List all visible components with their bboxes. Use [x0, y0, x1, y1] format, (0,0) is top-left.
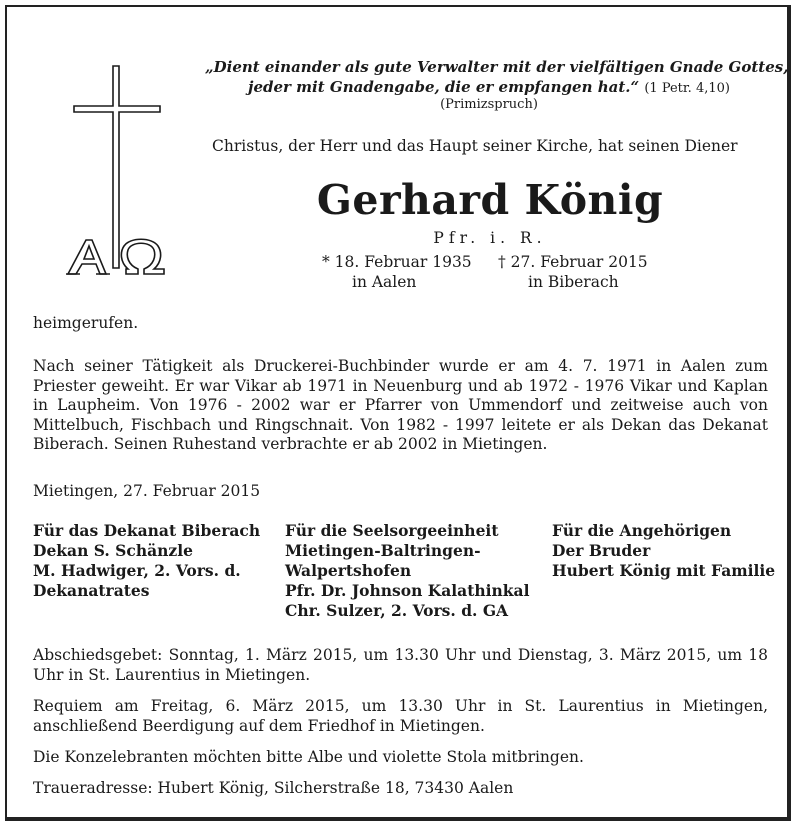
- birth-place: in Aalen: [352, 273, 417, 291]
- signatory-line: Dekanatrates: [33, 581, 150, 600]
- called-home: heimgerufen.: [33, 314, 139, 332]
- signatory-column-family: [552, 521, 775, 581]
- deceased-name: Gerhard König: [316, 176, 664, 224]
- signatory-line: Für die Seelsorgeeinheit: [285, 521, 499, 540]
- quote-line-2-wrapper: [205, 78, 773, 96]
- deceased-title: Pfr. i. R.: [433, 229, 547, 247]
- signatory-line: Pfr. Dr. Johnson Kalathinkal: [285, 581, 530, 600]
- biography: Nach seiner Tätigkeit als Druckerei-Buchbinder wurde er am 4. 7. 1971 in Aalen zum Priester geweiht. Er war Vikar ab 1971 in Neuenburg und ab 1972 - 1976 Vikar und Kaplan in Laupheim. Von 1976 - 2002 war er Pfarrer von Ummendorf und zeitweise auch von Mittelbuch, Fischbach und Ringschnait. Von 1982 - 1997 leitete er als Dekan das Dekanat Biberach. Seinen Ruhestand verbrachte er ab 2002 in Mietingen.: [33, 357, 768, 453]
- signatory-line: Dekan S. Schänzle: [33, 541, 193, 560]
- alpha-omega-icon: [66, 236, 172, 280]
- signatory-line: Mietingen-Baltringen-: [285, 541, 481, 560]
- mourning-address: Traueradresse: Hubert König, Silcherstraße 18, 73430 Aalen: [33, 779, 514, 797]
- signatory-line: M. Hadwiger, 2. Vors. d.: [33, 561, 241, 580]
- signatory-column-seelsorgeeinheit: [285, 521, 529, 621]
- signatory-line: Der Bruder: [552, 541, 651, 560]
- intro-line: Christus, der Herr und das Haupt seiner Kirche, hat seinen Diener: [212, 137, 738, 155]
- quote-subtitle: (Primizspruch): [440, 97, 538, 112]
- quote-line-1: „Dient einander als gute Verwalter mit der vielfältigen Gnade Gottes,: [205, 58, 789, 76]
- quote-line-2: jeder mit Gnadengabe, die er empfangen hat.“: [248, 78, 640, 96]
- concelebrants-note: Die Konzelebranten möchten bitte Albe und violette Stola mitbringen.: [33, 748, 584, 766]
- signatory-line: Hubert König mit Familie: [552, 561, 776, 580]
- place-date: Mietingen, 27. Februar 2015: [33, 482, 261, 500]
- death-date: † 27. Februar 2015: [498, 253, 648, 271]
- signatory-column-dekanat: [33, 521, 260, 601]
- birth-date: * 18. Februar 1935: [322, 253, 472, 271]
- requiem-info: Requiem am Freitag, 6. März 2015, um 13.30 Uhr in St. Laurentius in Mietingen, anschließend Beerdigung auf dem Friedhof in Mietingen.: [33, 697, 768, 735]
- farewell-prayer: Abschiedsgebet: Sonntag, 1. März 2015, um 13.30 Uhr und Dienstag, 3. März 2015, um 18 Uhr in St. Laurentius in Mietingen.: [33, 646, 768, 684]
- quote-reference: (1 Petr. 4,10): [644, 81, 730, 96]
- death-place: in Biberach: [528, 273, 619, 291]
- signatory-line: Walpertshofen: [285, 561, 412, 580]
- signatory-line: Für die Angehörigen: [552, 521, 732, 540]
- signatory-line: Chr. Sulzer, 2. Vors. d. GA: [285, 601, 509, 620]
- signatory-line: Für das Dekanat Biberach: [33, 521, 261, 540]
